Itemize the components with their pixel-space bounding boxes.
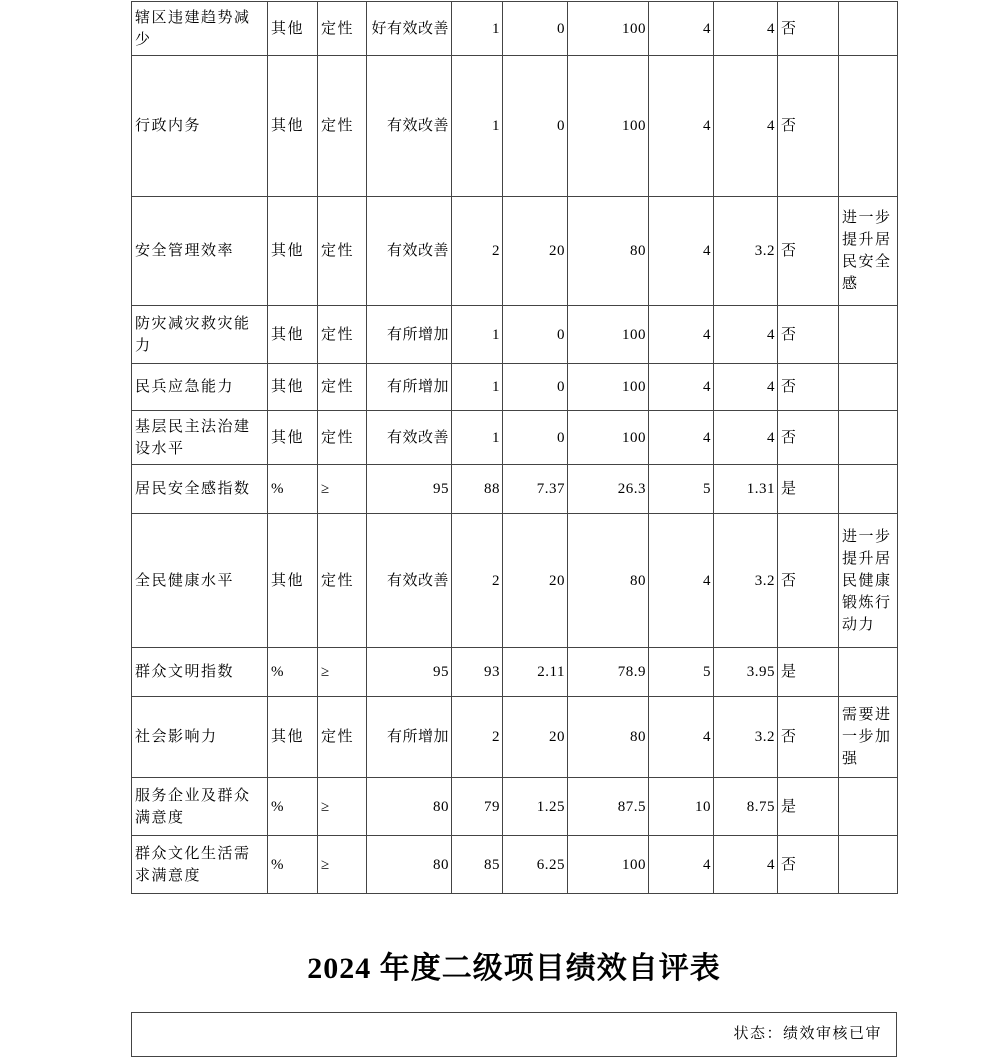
table-cell: 20 — [503, 697, 568, 778]
table-cell: 100 — [568, 364, 649, 411]
table-cell: 辖区违建趋势减少 — [132, 2, 268, 56]
table-cell — [839, 411, 898, 465]
table-cell: 3.2 — [714, 197, 778, 306]
table-cell: 需要进一步加强 — [839, 697, 898, 778]
table-cell: 4 — [714, 411, 778, 465]
table-cell: 3.95 — [714, 648, 778, 697]
table-cell: 93 — [452, 648, 503, 697]
table-cell: 0 — [503, 411, 568, 465]
table-cell: 基层民主法治建设水平 — [132, 411, 268, 465]
table-cell: 4 — [649, 306, 714, 364]
table-cell: 好有效改善 — [367, 2, 452, 56]
table-cell: 全民健康水平 — [132, 514, 268, 648]
table-cell: 100 — [568, 306, 649, 364]
table-cell: ≥ — [318, 836, 367, 894]
table-cell: 其他 — [268, 364, 318, 411]
table-cell: 87.5 — [568, 778, 649, 836]
table-cell: 有效改善 — [367, 514, 452, 648]
table-cell: 0 — [503, 364, 568, 411]
table-cell: 4 — [649, 2, 714, 56]
table-cell: 否 — [778, 836, 839, 894]
table-row — [132, 836, 898, 894]
table-cell: 3.2 — [714, 514, 778, 648]
table-cell: 定性 — [318, 2, 367, 56]
table-cell: 4 — [649, 56, 714, 197]
performance-table — [131, 1, 898, 894]
table-cell: % — [268, 836, 318, 894]
table-cell: 1 — [452, 306, 503, 364]
table-row — [132, 648, 898, 697]
table-cell: 8.75 — [714, 778, 778, 836]
table-cell: 4 — [649, 364, 714, 411]
table-cell: 4 — [714, 2, 778, 56]
table-cell: 是 — [778, 778, 839, 836]
table-cell: 0 — [503, 306, 568, 364]
table-cell: 10 — [649, 778, 714, 836]
table-cell: ≥ — [318, 465, 367, 514]
table-cell: 其他 — [268, 514, 318, 648]
table-cell: 群众文化生活需求满意度 — [132, 836, 268, 894]
table-cell: 否 — [778, 56, 839, 197]
table-cell: 否 — [778, 306, 839, 364]
table-row — [132, 514, 898, 648]
page-title: 2024 年度二级项目绩效自评表 — [307, 952, 721, 985]
table-cell: 0 — [503, 2, 568, 56]
table-cell: % — [268, 778, 318, 836]
table-cell: 78.9 — [568, 648, 649, 697]
table-cell — [839, 364, 898, 411]
table-cell: 其他 — [268, 2, 318, 56]
table-cell: 6.25 — [503, 836, 568, 894]
table-row — [132, 697, 898, 778]
table-cell: 4 — [649, 514, 714, 648]
table-cell: % — [268, 648, 318, 697]
table-cell: 有所增加 — [367, 364, 452, 411]
table-cell: 社会影响力 — [132, 697, 268, 778]
table-cell: 是 — [778, 648, 839, 697]
table-cell: 居民安全感指数 — [132, 465, 268, 514]
table-cell: 有所增加 — [367, 697, 452, 778]
table-row — [132, 778, 898, 836]
table-cell: 20 — [503, 514, 568, 648]
table-cell: 1 — [452, 56, 503, 197]
table-cell: 1.25 — [503, 778, 568, 836]
table-cell: 4 — [649, 697, 714, 778]
table-cell: 95 — [367, 648, 452, 697]
table-cell: 否 — [778, 364, 839, 411]
table-cell: 有效改善 — [367, 197, 452, 306]
table-cell: 20 — [503, 197, 568, 306]
table-cell: 定性 — [318, 411, 367, 465]
table-cell: 100 — [568, 56, 649, 197]
table-cell: 1.31 — [714, 465, 778, 514]
table-cell: 有效改善 — [367, 56, 452, 197]
table-cell: 进一步提升居民安全感 — [839, 197, 898, 306]
table-cell: 2.11 — [503, 648, 568, 697]
table-cell: 26.3 — [568, 465, 649, 514]
table-cell: 防灾减灾救灾能力 — [132, 306, 268, 364]
table-cell: 4 — [649, 197, 714, 306]
table-cell: 0 — [503, 56, 568, 197]
table-row — [132, 364, 898, 411]
table-cell: 群众文明指数 — [132, 648, 268, 697]
table-cell — [839, 836, 898, 894]
table-cell: 1 — [452, 364, 503, 411]
table-cell: 行政内务 — [132, 56, 268, 197]
table-cell: 2 — [452, 697, 503, 778]
table-cell: 定性 — [318, 364, 367, 411]
table-cell: 100 — [568, 411, 649, 465]
table-cell: 4 — [714, 306, 778, 364]
table-cell: 80 — [568, 514, 649, 648]
table-cell: 79 — [452, 778, 503, 836]
table-cell: 2 — [452, 514, 503, 648]
table-cell: 5 — [649, 648, 714, 697]
status-bar — [131, 1012, 897, 1057]
table-cell: 是 — [778, 465, 839, 514]
table-cell: 服务企业及群众满意度 — [132, 778, 268, 836]
table-cell: 否 — [778, 514, 839, 648]
table-cell: 1 — [452, 411, 503, 465]
table-cell: % — [268, 465, 318, 514]
table-cell: 100 — [568, 2, 649, 56]
table-cell: 定性 — [318, 306, 367, 364]
table-cell — [839, 306, 898, 364]
table-cell — [839, 778, 898, 836]
table-cell: 其他 — [268, 411, 318, 465]
table-cell: 95 — [367, 465, 452, 514]
table-cell: 80 — [568, 697, 649, 778]
table-cell: 3.2 — [714, 697, 778, 778]
table-cell: ≥ — [318, 648, 367, 697]
table-cell: 定性 — [318, 56, 367, 197]
table-cell — [839, 2, 898, 56]
table-cell: 2 — [452, 197, 503, 306]
table-cell: 88 — [452, 465, 503, 514]
status-text: 状态：绩效审核已审 — [733, 1026, 882, 1042]
table-cell: 4 — [649, 836, 714, 894]
table-cell: 4 — [714, 364, 778, 411]
table-row — [132, 2, 898, 56]
table-cell: 85 — [452, 836, 503, 894]
table-cell: 否 — [778, 197, 839, 306]
table-cell: 其他 — [268, 56, 318, 197]
table-cell: 定性 — [318, 697, 367, 778]
table-cell: 7.37 — [503, 465, 568, 514]
table-cell: 1 — [452, 2, 503, 56]
table-cell: 有效改善 — [367, 411, 452, 465]
table-cell: 进一步提升居民健康锻炼行动力 — [839, 514, 898, 648]
table-cell — [839, 648, 898, 697]
table-cell: 民兵应急能力 — [132, 364, 268, 411]
table-row — [132, 306, 898, 364]
table-cell: 80 — [367, 778, 452, 836]
table-cell: 定性 — [318, 197, 367, 306]
table-cell: 4 — [714, 56, 778, 197]
table-cell: 其他 — [268, 197, 318, 306]
table-cell: 4 — [714, 836, 778, 894]
table-cell: 5 — [649, 465, 714, 514]
table-row — [132, 411, 898, 465]
table-cell: 其他 — [268, 697, 318, 778]
table-cell: 有所增加 — [367, 306, 452, 364]
table-cell: 安全管理效率 — [132, 197, 268, 306]
table-row — [132, 197, 898, 306]
table-row — [132, 465, 898, 514]
table-cell: ≥ — [318, 778, 367, 836]
table-cell: 否 — [778, 2, 839, 56]
table-cell: 否 — [778, 411, 839, 465]
table-cell — [839, 56, 898, 197]
table-cell: 定性 — [318, 514, 367, 648]
table-cell: 80 — [568, 197, 649, 306]
table-cell: 否 — [778, 697, 839, 778]
table-cell — [839, 465, 898, 514]
table-cell: 80 — [367, 836, 452, 894]
table-row — [132, 56, 898, 197]
table-cell: 4 — [649, 411, 714, 465]
table-cell: 其他 — [268, 306, 318, 364]
table-cell: 100 — [568, 836, 649, 894]
